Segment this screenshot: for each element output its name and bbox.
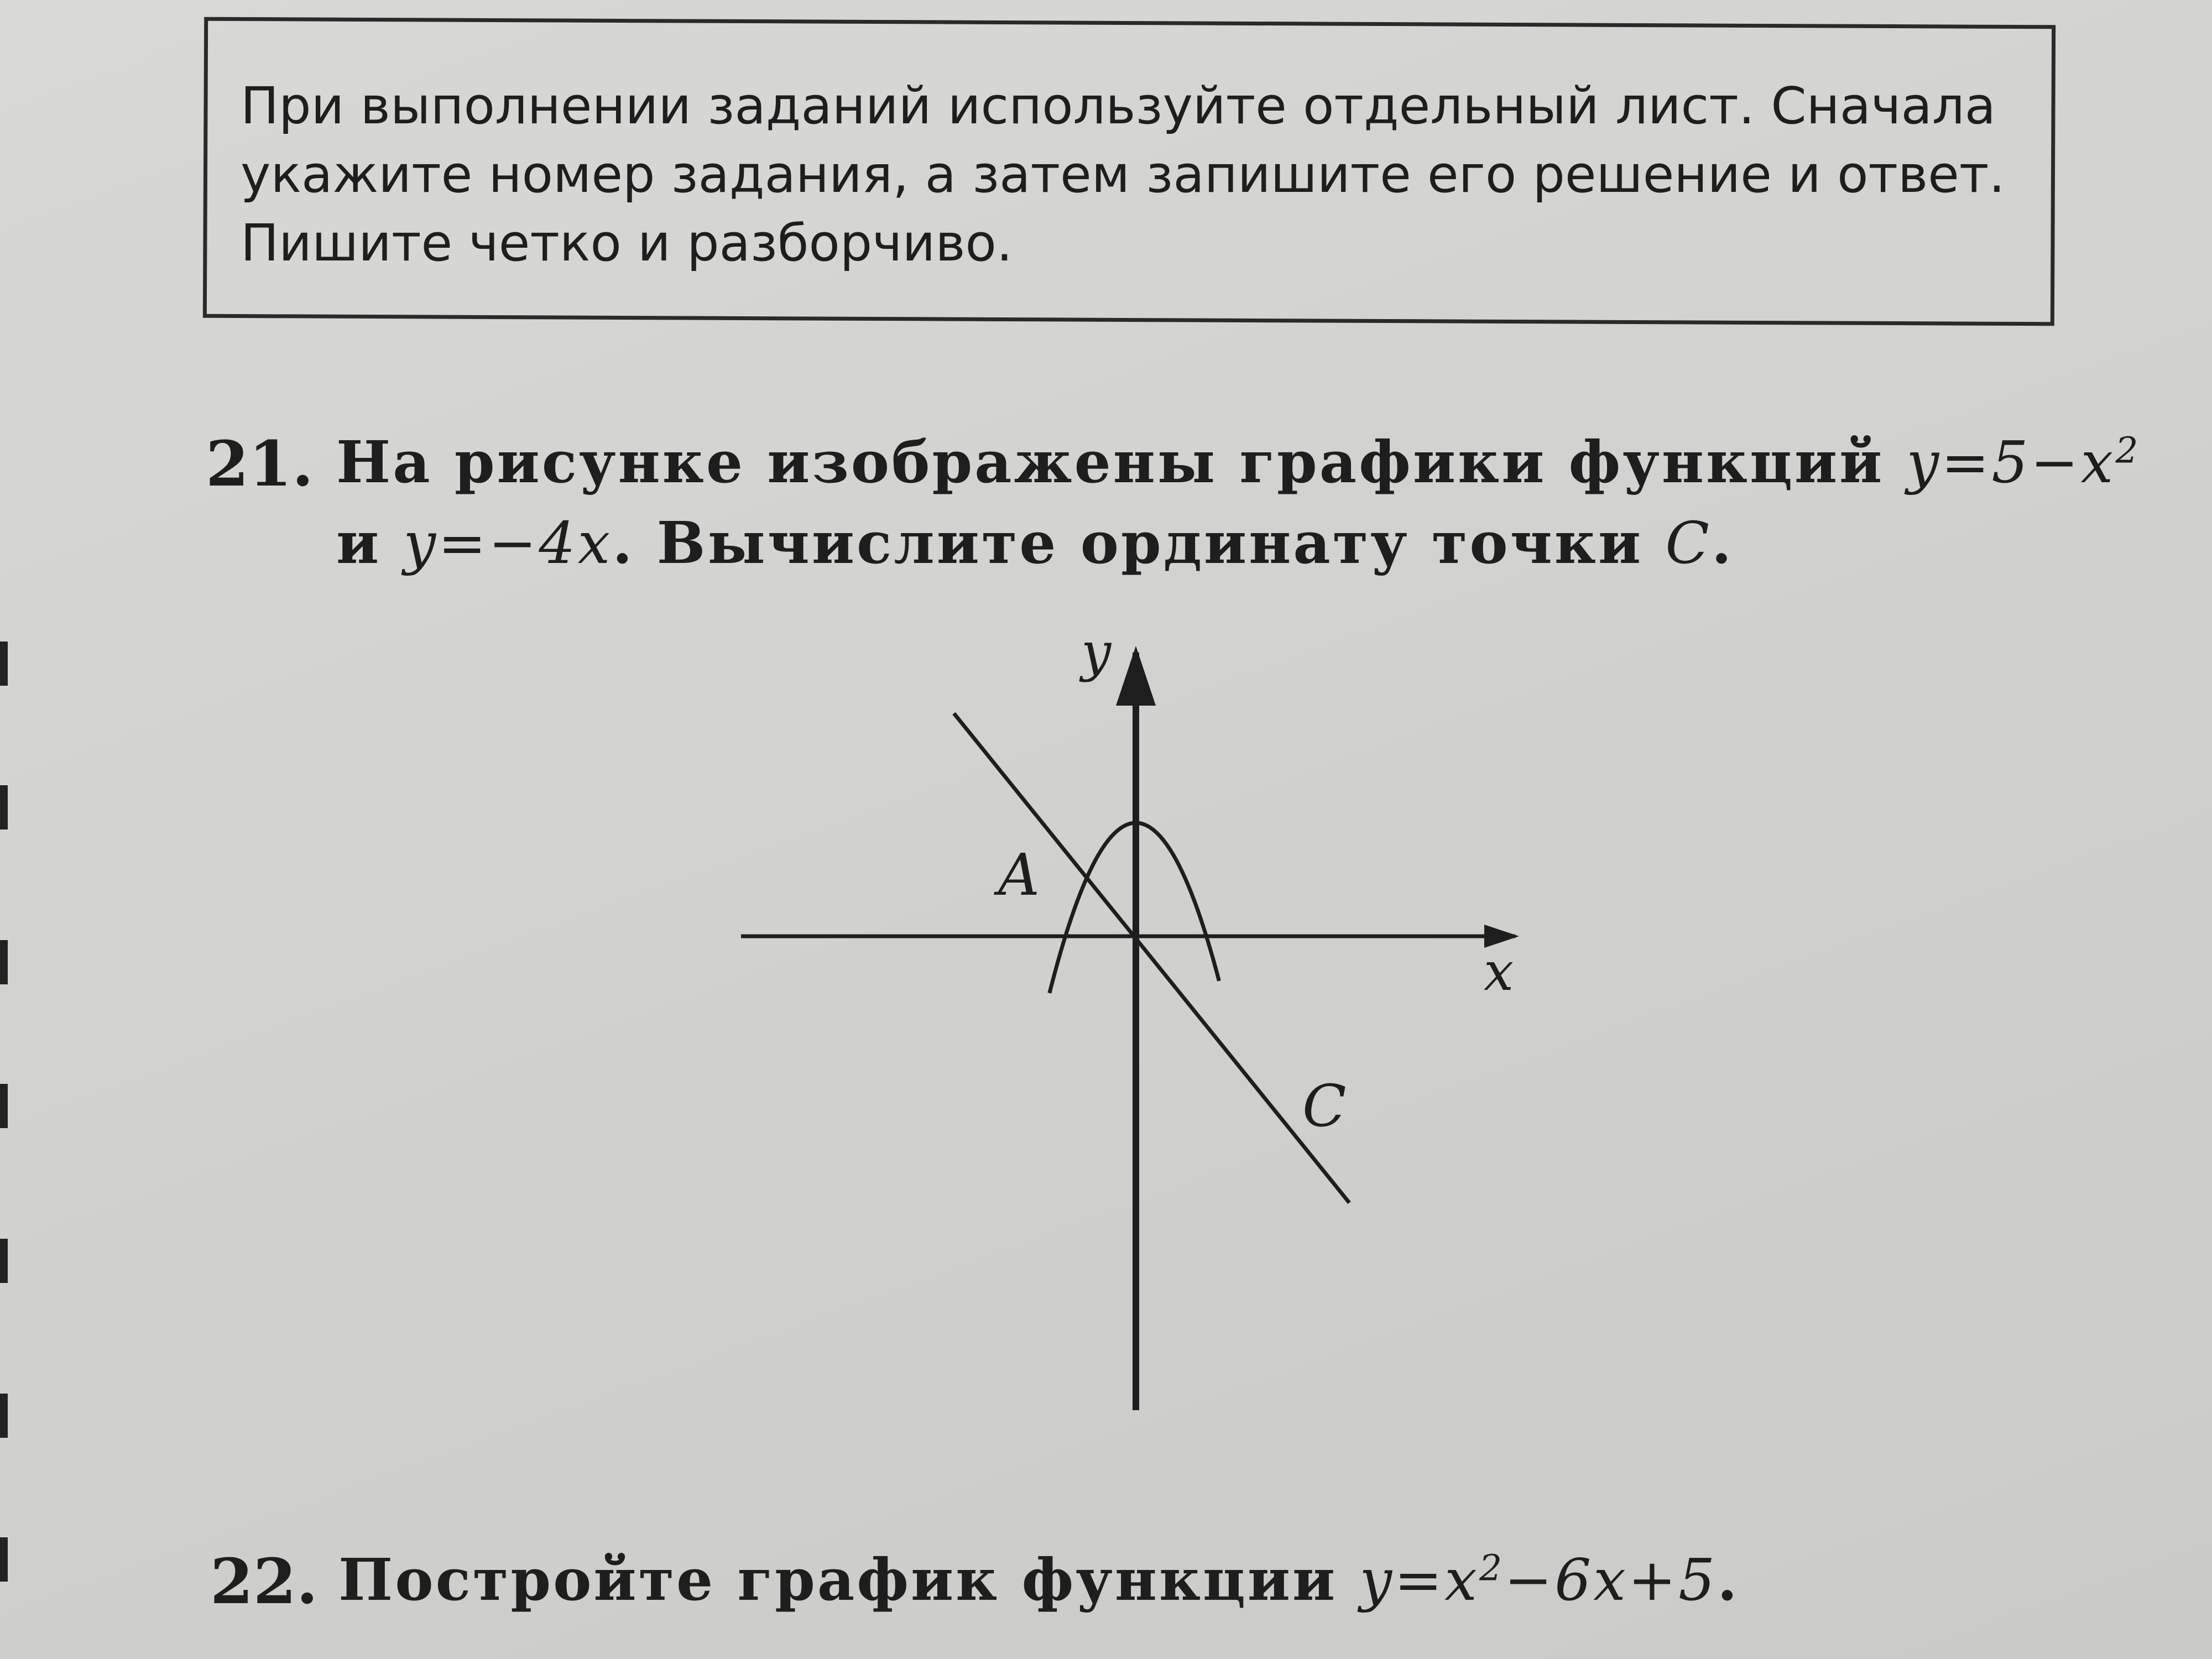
task-21-and: и [336,509,382,577]
task-21-period: . [1711,509,1734,577]
point-a-label: A [998,841,1040,909]
task-22-number: 22. [210,1546,318,1618]
linear-function-line [954,713,1349,1203]
point-c-label: C [1302,1072,1347,1140]
task-21-formula-line: y=−4x [403,509,613,577]
task-22-formula [1359,1546,1717,1614]
formula-exponent: 2 [1479,1547,1504,1589]
instructions-line-1: При выполнении заданий используйте отдельный лист. Сначала [241,76,1996,135]
task-22-text: Постройте график функции [338,1546,1338,1614]
formula-part-a: y=x [1359,1546,1479,1614]
y-axis-label: y [1081,621,1112,683]
task-21-number: 21. [206,428,314,500]
formula-exponent: 2 [2115,430,2141,472]
task-21-text: На рисунке изображены графики функций [336,428,1885,496]
x-axis-label: x [1484,941,1514,1003]
instructions-line-3: Пишите четко и разборчиво. [241,213,1013,273]
formula-part-b: −6x+5 [1504,1546,1718,1614]
formula-base: y=5−x [1906,429,2116,496]
task-21-point-c: C [1665,509,1712,577]
instructions-line-2: укажите номер задания, а затем запишите его решение и ответ. [241,145,2005,204]
task-22-line [338,1546,1740,1614]
task-21-question: . Вычислите ординату точки [612,509,1644,577]
task-22-period: . [1717,1546,1740,1614]
